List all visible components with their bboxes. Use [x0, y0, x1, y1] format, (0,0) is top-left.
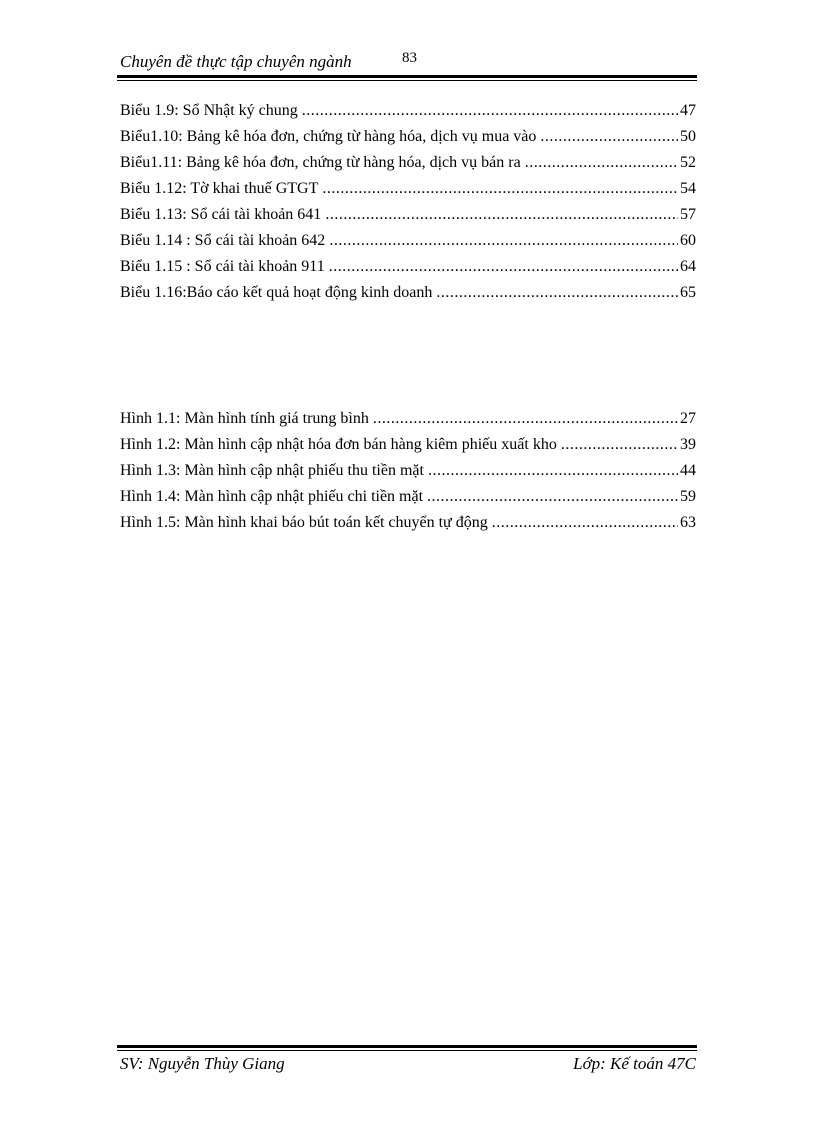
header-rule-thin [117, 80, 697, 81]
toc-entry-page: 47 [680, 102, 696, 119]
toc-entry-title: Biểu1.11: Bảng kê hóa đơn, chứng từ hàng hóa, dịch vụ bán ra [120, 154, 521, 171]
toc-entry [120, 206, 696, 232]
toc-entry-page: 50 [680, 128, 696, 145]
toc-entry-page: 39 [680, 436, 696, 453]
toc-entry-page: 59 [680, 488, 696, 505]
toc-entry-title: Biểu 1.16:Báo cáo kết quả hoạt động kinh doanh [120, 284, 433, 301]
footer-rule-thin [117, 1050, 697, 1051]
toc-leader [540, 128, 678, 146]
toc-entry-page: 64 [680, 258, 696, 275]
toc-entry-page: 63 [680, 514, 696, 531]
toc-entry [120, 232, 696, 258]
toc-entry-page: 52 [680, 154, 696, 171]
header-title: Chuyên đề thực tập chuyên ngành [120, 52, 352, 71]
toc-entry-title: Hình 1.4: Màn hình cập nhật phiếu chi tiền mặt [120, 488, 424, 505]
footer-rule [117, 1045, 697, 1048]
toc-leader [373, 410, 678, 428]
toc-leader [427, 488, 678, 506]
toc-leader [436, 284, 678, 302]
toc-entry [120, 488, 696, 514]
charts-list [120, 102, 696, 310]
toc-entry [120, 102, 696, 128]
toc-entry-title: Hình 1.1: Màn hình tính giá trung bình [120, 410, 369, 427]
toc-entry [120, 284, 696, 310]
toc-leader [325, 206, 678, 224]
toc-entry-title: Biểu1.10: Bảng kê hóa đơn, chứng từ hàng hóa, dịch vụ mua vào [120, 128, 537, 145]
footer-class: Lớp: Kế toán 47C [573, 1054, 696, 1073]
toc-entry-page: 65 [680, 284, 696, 301]
toc-entry-title: Biểu 1.14 : Sổ cái tài khoản 642 [120, 232, 326, 249]
toc-entry-page: 54 [680, 180, 696, 197]
toc-leader [525, 154, 678, 172]
toc-leader [302, 102, 678, 120]
toc-entry [120, 258, 696, 284]
figures-list [120, 410, 696, 540]
toc-entry [120, 462, 696, 488]
toc-entry [120, 410, 696, 436]
toc-entry [120, 514, 696, 540]
toc-entry [120, 436, 696, 462]
toc-entry [120, 154, 696, 180]
header-page-number: 83 [402, 50, 417, 66]
toc-leader [329, 258, 678, 276]
toc-entry-title: Biểu 1.9: Sổ Nhật ký chung [120, 102, 298, 119]
toc-entry [120, 128, 696, 154]
footer-student-name: SV: Nguyễn Thùy Giang [120, 1054, 285, 1073]
toc-entry-title: Hình 1.3: Màn hình cập nhật phiếu thu tiền mặt [120, 462, 424, 479]
toc-leader [428, 462, 678, 480]
toc-entry [120, 180, 696, 206]
toc-entry-title: Biểu 1.12: Tờ khai thuế GTGT [120, 180, 319, 197]
header-rule [117, 75, 697, 78]
toc-entry-page: 27 [680, 410, 696, 427]
toc-leader [492, 514, 678, 532]
toc-entry-title: Biểu 1.15 : Sổ cái tài khoản 911 [120, 258, 325, 275]
toc-entry-title: Hình 1.2: Màn hình cập nhật hóa đơn bán hàng kiêm phiếu xuất kho [120, 436, 557, 453]
toc-leader [329, 232, 678, 250]
toc-leader [561, 436, 678, 454]
toc-leader [322, 180, 678, 198]
toc-entry-title: Biểu 1.13: Sổ cái tài khoản 641 [120, 206, 322, 223]
toc-entry-title: Hình 1.5: Màn hình khai báo bút toán kết chuyển tự động [120, 514, 488, 531]
toc-entry-page: 60 [680, 232, 696, 249]
toc-entry-page: 44 [680, 462, 696, 479]
toc-entry-page: 57 [680, 206, 696, 223]
